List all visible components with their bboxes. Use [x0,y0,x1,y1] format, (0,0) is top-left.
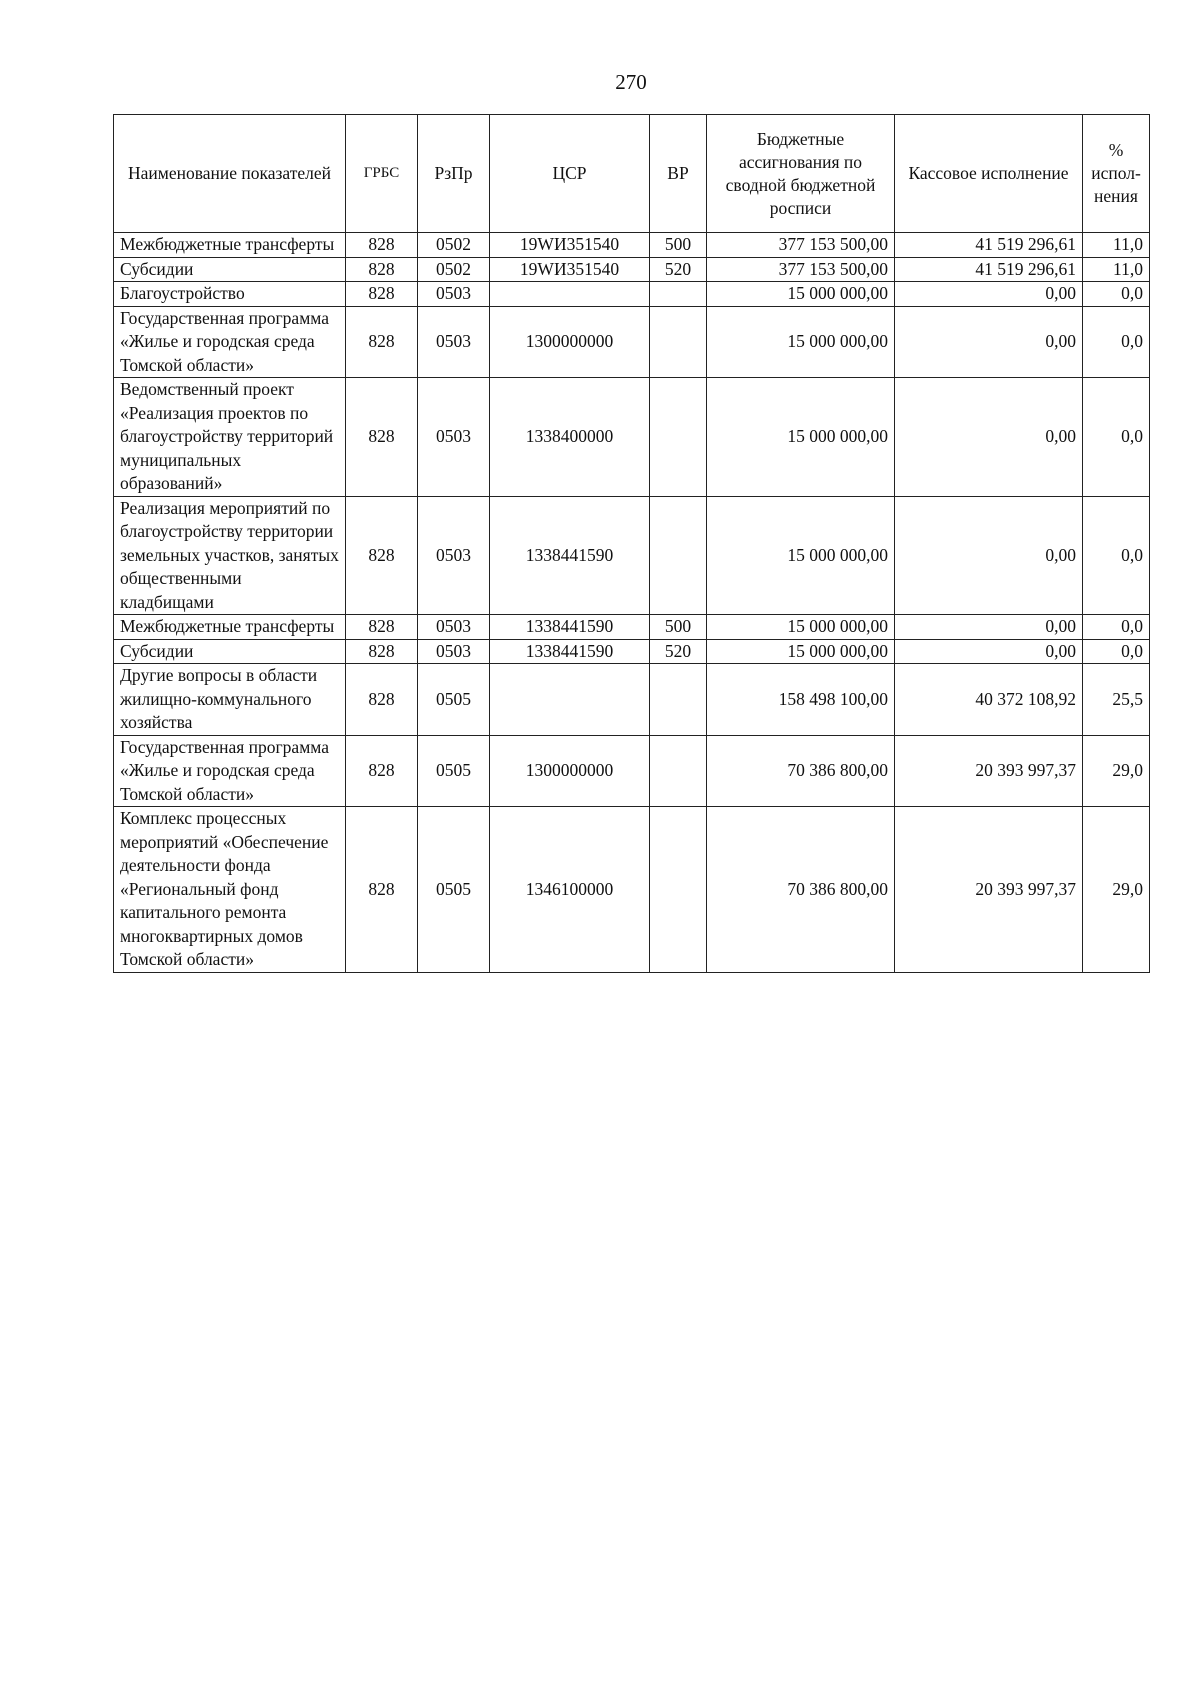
header-cash-execution: Кассовое исполнение [895,115,1083,233]
row-vr [650,807,707,973]
row-assignments: 70 386 800,00 [707,807,895,973]
row-name: Благоустройство [114,282,346,307]
row-vr: 520 [650,257,707,282]
table-row [114,615,1150,640]
table-row [114,282,1150,307]
row-vr [650,378,707,497]
row-execution-percent: 0,0 [1083,378,1150,497]
row-execution-percent: 11,0 [1083,233,1150,258]
row-execution-percent: 0,0 [1083,639,1150,664]
table-row [114,664,1150,736]
row-csr: 1346100000 [490,807,650,973]
row-execution-percent: 0,0 [1083,306,1150,378]
header-assignments: Бюджетные ассигнования по сводной бюджетной росписи [707,115,895,233]
row-name: Межбюджетные трансферты [114,615,346,640]
table-row [114,496,1150,615]
row-assignments: 377 153 500,00 [707,257,895,282]
row-csr: 1338400000 [490,378,650,497]
row-rzpr: 0503 [418,639,490,664]
row-grbs: 828 [346,233,418,258]
row-grbs: 828 [346,282,418,307]
row-name: Межбюджетные трансферты [114,233,346,258]
row-csr: 1338441590 [490,496,650,615]
row-execution-percent: 29,0 [1083,735,1150,807]
row-name: Государственная программа «Жилье и городская среда Томской области» [114,306,346,378]
row-grbs: 828 [346,615,418,640]
row-assignments: 70 386 800,00 [707,735,895,807]
row-cash-execution: 0,00 [895,282,1083,307]
row-cash-execution: 41 519 296,61 [895,233,1083,258]
row-assignments: 15 000 000,00 [707,496,895,615]
row-rzpr: 0505 [418,807,490,973]
row-execution-percent: 25,5 [1083,664,1150,736]
header-execution-percent: % испол-нения [1083,115,1150,233]
row-name: Реализация мероприятий по благоустройству территории земельных участков, занятых общественными кладбищами [114,496,346,615]
row-csr: 19WИ351540 [490,257,650,282]
row-cash-execution: 0,00 [895,496,1083,615]
table-row [114,233,1150,258]
table-row [114,306,1150,378]
row-vr: 500 [650,233,707,258]
row-name: Государственная программа «Жилье и городская среда Томской области» [114,735,346,807]
row-rzpr: 0505 [418,664,490,736]
row-execution-percent: 29,0 [1083,807,1150,973]
row-rzpr: 0502 [418,257,490,282]
row-name: Субсидии [114,257,346,282]
row-vr [650,306,707,378]
row-csr: 1300000000 [490,735,650,807]
row-vr [650,496,707,615]
row-vr [650,735,707,807]
row-assignments: 15 000 000,00 [707,306,895,378]
row-csr [490,282,650,307]
row-grbs: 828 [346,664,418,736]
page-number: 270 [615,70,647,94]
row-rzpr: 0502 [418,233,490,258]
header-name: Наименование показателей [114,115,346,233]
row-rzpr: 0503 [418,282,490,307]
row-csr: 1300000000 [490,306,650,378]
header-vr: ВР [650,115,707,233]
row-vr: 500 [650,615,707,640]
row-csr [490,664,650,736]
header-rzpr: РзПр [418,115,490,233]
row-name: Ведомственный проект «Реализация проектов по благоустройству территорий муниципальных образований» [114,378,346,497]
header-grbs: ГРБС [346,115,418,233]
row-grbs: 828 [346,639,418,664]
row-grbs: 828 [346,306,418,378]
row-grbs: 828 [346,807,418,973]
row-csr: 19WИ351540 [490,233,650,258]
row-rzpr: 0503 [418,615,490,640]
header-csr: ЦСР [490,115,650,233]
row-cash-execution: 0,00 [895,378,1083,497]
row-cash-execution: 20 393 997,37 [895,807,1083,973]
row-cash-execution: 41 519 296,61 [895,257,1083,282]
row-name: Субсидии [114,639,346,664]
row-grbs: 828 [346,735,418,807]
row-name: Комплекс процессных мероприятий «Обеспечение деятельности фонда «Региональный фонд капитального ремонта многоквартирных домов Томской области» [114,807,346,973]
row-assignments: 158 498 100,00 [707,664,895,736]
row-execution-percent: 11,0 [1083,257,1150,282]
row-assignments: 377 153 500,00 [707,233,895,258]
row-csr: 1338441590 [490,639,650,664]
table-row [114,639,1150,664]
row-grbs: 828 [346,257,418,282]
table-header-row [114,115,1150,233]
row-cash-execution: 0,00 [895,615,1083,640]
row-assignments: 15 000 000,00 [707,639,895,664]
row-grbs: 828 [346,378,418,497]
row-cash-execution: 0,00 [895,306,1083,378]
row-assignments: 15 000 000,00 [707,615,895,640]
row-vr [650,282,707,307]
row-cash-execution: 20 393 997,37 [895,735,1083,807]
row-rzpr: 0503 [418,496,490,615]
table-row [114,807,1150,973]
row-csr: 1338441590 [490,615,650,640]
row-assignments: 15 000 000,00 [707,378,895,497]
row-rzpr: 0505 [418,735,490,807]
row-execution-percent: 0,0 [1083,615,1150,640]
table-row [114,257,1150,282]
row-assignments: 15 000 000,00 [707,282,895,307]
row-vr: 520 [650,639,707,664]
row-grbs: 828 [346,496,418,615]
table-row [114,735,1150,807]
row-cash-execution: 40 372 108,92 [895,664,1083,736]
row-rzpr: 0503 [418,306,490,378]
row-name: Другие вопросы в области жилищно-коммунального хозяйства [114,664,346,736]
row-rzpr: 0503 [418,378,490,497]
row-vr [650,664,707,736]
table-row [114,378,1150,497]
row-execution-percent: 0,0 [1083,282,1150,307]
row-execution-percent: 0,0 [1083,496,1150,615]
row-cash-execution: 0,00 [895,639,1083,664]
budget-table [113,114,1150,973]
